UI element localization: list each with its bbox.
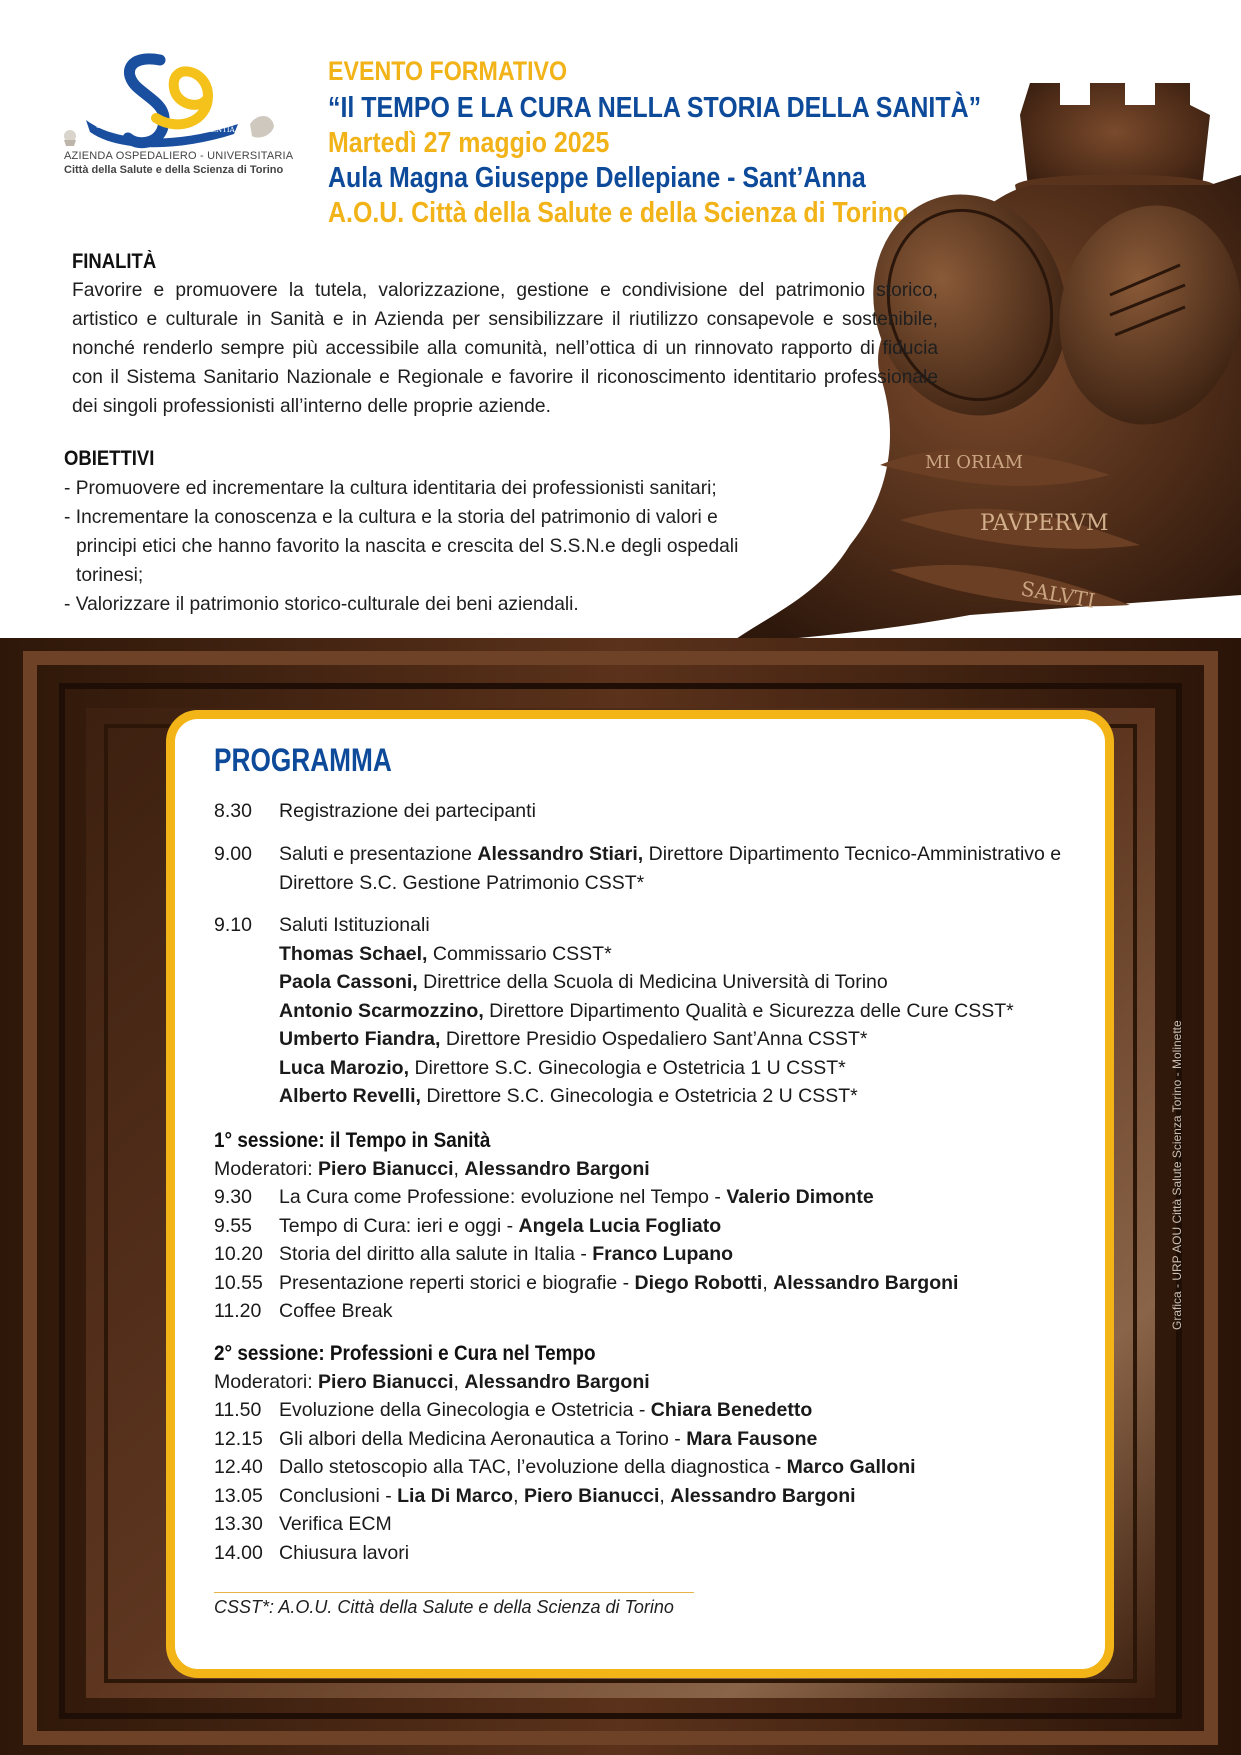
speaker-role: Direttore S.C. Ginecologia e Ostetricia 2 U CSST* bbox=[420, 1085, 858, 1107]
agenda-row bbox=[214, 1510, 1074, 1539]
separator: , bbox=[513, 1484, 524, 1507]
speaker-name: Mara Fausone bbox=[686, 1427, 818, 1450]
separator: , bbox=[659, 1484, 671, 1507]
agenda-time: 13.30 bbox=[214, 1513, 263, 1535]
speaker-name: Paola Cassoni, bbox=[279, 971, 418, 993]
agenda-time: 11.50 bbox=[214, 1399, 262, 1421]
agenda-description: Verifica ECM bbox=[279, 1513, 392, 1535]
moderator-name: Alessandro Bargoni bbox=[464, 1157, 650, 1180]
speaker-name: Antonio Scarmozzino, bbox=[279, 999, 484, 1022]
crest-scroll-text1: MI ORIAM bbox=[925, 452, 1024, 473]
agenda-description bbox=[279, 1453, 1074, 1482]
obiettivi-title: OBIETTIVI bbox=[64, 447, 155, 470]
agenda-time: 9.10 bbox=[214, 914, 252, 936]
agenda-description: Coffee Break bbox=[279, 1300, 393, 1322]
finalita-text: Favorire e promuovere la tutela, valorizzazione, gestione e condivisione del patrimonio storico, artistico e culturale in Sanità e in Azienda per sensibilizzare il riutilizzo consapevole e sostenibile, nonché renderlo sempre più accessibile alla comunità, nell’ottica di un rinnovato rapporto di fiducia con il Sistema Sanitario Nazionale e Regionale e favorire il riconoscimento identitario professionale dei singoli professionisti all’interno delle proprie aziende. bbox=[72, 280, 938, 417]
programma-saluti-istituzionali bbox=[214, 911, 1074, 1111]
speaker-name: Alberto Revelli, bbox=[279, 1085, 421, 1107]
talk-title: Conclusioni - bbox=[279, 1484, 398, 1507]
event-date: Martedì 27 maggio 2025 bbox=[328, 127, 610, 159]
speaker-name: Alessandro Bargoni bbox=[670, 1484, 856, 1507]
agenda-row bbox=[214, 1453, 1074, 1482]
agenda-row bbox=[214, 840, 1074, 897]
speaker-name: Diego Robotti bbox=[634, 1271, 763, 1294]
agenda-row bbox=[214, 1297, 1074, 1326]
speaker-name: Marco Galloni bbox=[786, 1456, 916, 1478]
logo-line2: Città della Salute e della Scienza di Torino bbox=[64, 164, 284, 176]
agenda-row bbox=[214, 1269, 1074, 1298]
talk-title: Tempo di Cura: ieri e oggi - bbox=[279, 1214, 519, 1237]
footnote-separator bbox=[214, 1592, 694, 1593]
speaker-name: Lia Di Marco bbox=[397, 1484, 514, 1507]
speaker-role: Commissario CSST* bbox=[427, 942, 612, 965]
event-title: “Il TEMPO E LA CURA NELLA STORIA DELLA SANITÀ” bbox=[328, 92, 982, 124]
speaker-name: Umberto Fiandra, bbox=[279, 1028, 441, 1050]
event-organization: A.O.U. Città della Salute e della Scienza di Torino bbox=[328, 197, 909, 229]
moderator-name: Piero Bianucci bbox=[318, 1157, 454, 1180]
event-venue: Aula Magna Giuseppe Dellepiane - Sant’Anna bbox=[328, 162, 866, 194]
talk-title: La Cura come Professione: evoluzione nel Tempo - bbox=[279, 1186, 727, 1208]
obiettivo-item: - Promuovere ed incrementare la cultura identitaria dei professionisti sanitari; bbox=[64, 474, 774, 503]
graphic-credit: Grafica - URP AOU Città Salute Scienza Torino - Molinette bbox=[1170, 1020, 1184, 1330]
agenda-description bbox=[279, 1240, 1074, 1269]
separator: , bbox=[453, 1157, 465, 1180]
moderator-name: Alessandro Bargoni bbox=[464, 1370, 650, 1393]
agenda-row bbox=[214, 1539, 1074, 1568]
session-1-title: 1° sessione: il Tempo in Sanità bbox=[214, 1128, 491, 1152]
programma-intro bbox=[214, 797, 1074, 826]
programma-saluti-presentazione bbox=[214, 840, 1074, 897]
bull-emblem-icon bbox=[250, 116, 274, 138]
moderators-label: Moderatori: bbox=[214, 1157, 319, 1180]
agenda-time: 9.55 bbox=[214, 1214, 252, 1237]
speaker-name: Franco Lupano bbox=[592, 1243, 734, 1265]
agenda-row bbox=[214, 1425, 1074, 1454]
separator: , bbox=[453, 1370, 465, 1393]
talk-title: Storia del diritto alla salute in Italia - bbox=[279, 1243, 593, 1265]
speaker-name: Alessandro Stiari, bbox=[477, 843, 644, 865]
session-2-title: 2° sessione: Professioni e Cura nel Tempo bbox=[214, 1341, 596, 1365]
agenda-description bbox=[279, 1212, 1074, 1241]
agenda-text: Saluti e presentazione bbox=[279, 843, 478, 865]
speaker-name: Alessandro Bargoni bbox=[773, 1271, 959, 1294]
session-2 bbox=[214, 1339, 1074, 1567]
obiettivo-item: - Valorizzare il patrimonio storico-culturale dei beni aziendali. bbox=[64, 590, 774, 619]
finalita-title: FINALITÀ bbox=[72, 250, 157, 273]
speaker-name: Thomas Schael, bbox=[279, 942, 428, 965]
talk-title: Dallo stetoscopio alla TAC, l’evoluzione della diagnostica - bbox=[279, 1456, 787, 1478]
programma-title: PROGRAMMA bbox=[214, 742, 392, 778]
talk-title: Evoluzione della Ginecologia e Ostetricia - bbox=[279, 1399, 651, 1421]
logo-ribbon-left: SALUS bbox=[96, 122, 121, 130]
speaker-role: Direttore Dipartimento Qualità e Sicurezza delle Cure CSST* bbox=[483, 999, 1014, 1022]
speaker-name: Chiara Benedetto bbox=[650, 1399, 813, 1421]
event-type: EVENTO FORMATIVO bbox=[328, 56, 568, 86]
agenda-description bbox=[279, 1183, 1074, 1212]
moderator-name: Piero Bianucci bbox=[318, 1370, 454, 1393]
agenda-time: 10.20 bbox=[214, 1243, 263, 1265]
agenda-time: 10.55 bbox=[214, 1271, 263, 1294]
session-2-moderators bbox=[214, 1368, 1074, 1397]
crest-scroll-text2: PAVPERVM bbox=[980, 511, 1109, 536]
speaker-role: Direttrice della Scuola di Medicina Università di Torino bbox=[417, 971, 888, 993]
agenda-description bbox=[279, 1396, 1074, 1425]
saluti-item bbox=[214, 940, 1074, 969]
saluti-item bbox=[214, 968, 1074, 997]
agenda-row bbox=[214, 797, 1074, 826]
speaker-role: Direttore S.C. Ginecologia e Ostetricia 1 U CSST* bbox=[409, 1056, 846, 1079]
agenda-row bbox=[214, 911, 1074, 940]
crest-scroll-text3: SALVTI bbox=[1019, 576, 1097, 613]
agenda-time: 13.05 bbox=[214, 1484, 263, 1507]
agenda-time: 9.00 bbox=[214, 843, 252, 865]
talk-title: Gli albori della Medicina Aeronautica a Torino - bbox=[279, 1427, 687, 1450]
agenda-row bbox=[214, 1183, 1074, 1212]
saluti-item bbox=[214, 1082, 1074, 1111]
speaker-name: Angela Lucia Fogliato bbox=[518, 1214, 722, 1237]
speaker-role: Direttore Dipartimento Tecnico-Amministrativo e Direttore S.C. Gestione Patrimonio CSST* bbox=[279, 843, 1062, 894]
speaker-name: Valerio Dimonte bbox=[726, 1186, 874, 1208]
session-1-moderators bbox=[214, 1155, 1074, 1184]
agenda-row bbox=[214, 1482, 1074, 1511]
agenda-row bbox=[214, 1240, 1074, 1269]
agenda-time: 12.40 bbox=[214, 1456, 263, 1478]
speaker-name: Piero Bianucci bbox=[523, 1484, 660, 1507]
agenda-description bbox=[279, 1425, 1074, 1454]
agenda-description: Saluti Istituzionali bbox=[279, 914, 430, 936]
logo-ribbon-right: SCIENTIA bbox=[198, 126, 235, 134]
agenda-description: Chiusura lavori bbox=[279, 1541, 410, 1564]
agenda-description: Registrazione dei partecipanti bbox=[279, 800, 536, 822]
agenda-time: 14.00 bbox=[214, 1541, 263, 1564]
moderators-label: Moderatori: bbox=[214, 1370, 319, 1393]
obiettivo-item: - Incrementare la conoscenza e la cultura e la storia del patrimonio di valori e principi etici che hanno favorito la nascita e crescita del S.S.N.e degli ospedali torinesi; bbox=[64, 503, 774, 590]
saluti-item bbox=[214, 997, 1074, 1026]
saluti-item bbox=[214, 1025, 1074, 1054]
agenda-description bbox=[279, 1269, 1074, 1298]
agenda-row bbox=[214, 1396, 1074, 1425]
agenda-time: 11.20 bbox=[214, 1300, 262, 1322]
saluti-item bbox=[214, 1054, 1074, 1083]
speaker-role: Direttore Presidio Ospedaliero Sant’Anna CSST* bbox=[440, 1028, 868, 1050]
session-1 bbox=[214, 1126, 1074, 1326]
footnote: CSST*: A.O.U. Città della Salute e della Scienza di Torino bbox=[214, 1597, 674, 1617]
agenda-time: 8.30 bbox=[214, 800, 252, 822]
agenda-time: 12.15 bbox=[214, 1427, 263, 1450]
talk-title: Presentazione reperti storici e biografie - bbox=[279, 1271, 635, 1294]
separator: , bbox=[762, 1271, 774, 1294]
agenda-description bbox=[279, 840, 1074, 897]
agenda-time: 9.30 bbox=[214, 1186, 252, 1208]
lamb-emblem-icon bbox=[64, 130, 76, 146]
speaker-name: Luca Marozio, bbox=[279, 1056, 410, 1079]
agenda-row bbox=[214, 1212, 1074, 1241]
obiettivi-list bbox=[64, 474, 774, 619]
agenda-description bbox=[279, 1482, 1074, 1511]
logo-line1: AZIENDA OSPEDALIERO - UNIVERSITARIA bbox=[64, 150, 294, 162]
